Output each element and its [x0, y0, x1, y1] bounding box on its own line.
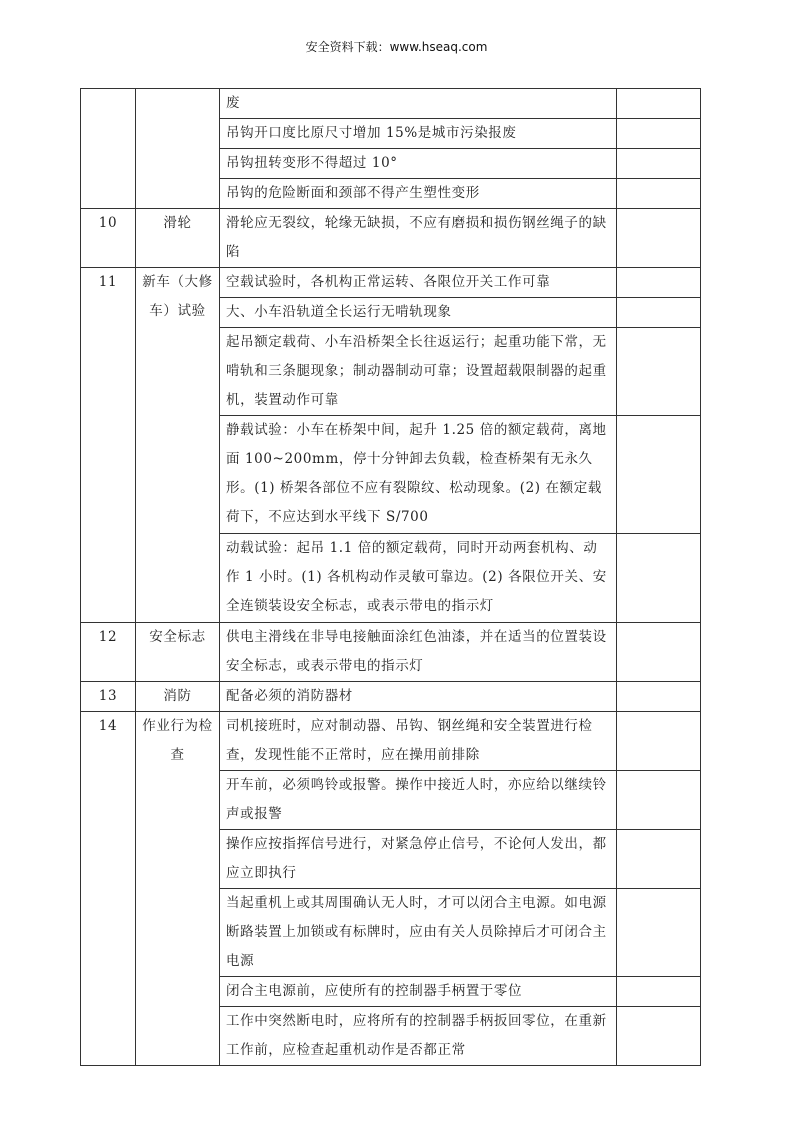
- result-cell: [617, 89, 701, 119]
- check-content: 当起重机上或其周围确认无人时，才可以闭合主电源。如电源断路装置上加锁或有标牌时，应由有关人员除掉后才可闭合主电源: [220, 889, 617, 977]
- check-content: 大、小车沿轨道全长运行无啃轨现象: [220, 298, 617, 328]
- result-cell: [617, 682, 701, 712]
- result-cell: [617, 534, 701, 623]
- result-cell: [617, 623, 701, 682]
- check-content: 静载试验：小车在桥架中间，起升 1.25 倍的额定载荷，离地面 100~200mm，停十分钟卸去负载，检查桥架有无永久形。(1) 桥架各部位不应有裂隙纹、松动现象。(2) 在额定载荷下，不应达到水平线下 S/700: [220, 416, 617, 534]
- item-name: 安全标志: [136, 623, 220, 682]
- table-row: [81, 682, 701, 712]
- item-name: 作业行为检查: [136, 712, 220, 1066]
- item-name: 滑轮: [136, 209, 220, 268]
- result-cell: [617, 771, 701, 830]
- inspection-table: [80, 88, 701, 1066]
- check-content: 配备必须的消防器材: [220, 682, 617, 712]
- table-row: [81, 623, 701, 682]
- check-content: 工作中突然断电时，应将所有的控制器手柄扳回零位，在重新工作前，应检查起重机动作是否都正常: [220, 1007, 617, 1066]
- check-content: 司机接班时，应对制动器、吊钩、钢丝绳和安全装置进行检查，发现性能不正常时，应在操用前排除: [220, 712, 617, 771]
- header-title: 安全资料下载: [305, 40, 378, 54]
- check-content: 吊钩扭转变形不得超过 10°: [220, 149, 617, 179]
- item-name-cell: [136, 89, 220, 209]
- item-number: 14: [81, 712, 136, 1066]
- item-number: 10: [81, 209, 136, 268]
- table-row: [81, 89, 701, 119]
- result-cell: [617, 328, 701, 416]
- check-content: 废: [220, 89, 617, 119]
- result-cell: [617, 977, 701, 1007]
- table-row: [81, 712, 701, 771]
- result-cell: [617, 179, 701, 209]
- table-row: [81, 209, 701, 268]
- result-cell: [617, 416, 701, 534]
- check-content: 闭合主电源前，应使所有的控制器手柄置于零位: [220, 977, 617, 1007]
- result-cell: [617, 830, 701, 889]
- item-number-cell: [81, 89, 136, 209]
- check-content: 起吊额定载荷、小车沿桥架全长往返运行；起重功能下常，无啃轨和三条腿现象；制动器制动可靠；设置超载限制器的起重机，装置动作可靠: [220, 328, 617, 416]
- check-content: 吊钩开口度比原尺寸增加 15%是城市污染报废: [220, 119, 617, 149]
- table-row: [81, 268, 701, 298]
- header-url: www.hseaq.com: [389, 40, 488, 54]
- result-cell: [617, 209, 701, 268]
- check-content: 开车前，必须鸣铃或报警。操作中接近人时，亦应给以继续铃声或报警: [220, 771, 617, 830]
- result-cell: [617, 149, 701, 179]
- check-content: 空载试验时，各机构正常运转、各限位开关工作可靠: [220, 268, 617, 298]
- check-content: 操作应按指挥信号进行，对紧急停止信号，不论何人发出，都应立即执行: [220, 830, 617, 889]
- result-cell: [617, 712, 701, 771]
- item-number: 11: [81, 268, 136, 623]
- result-cell: [617, 889, 701, 977]
- check-content: 吊钩的危险断面和颈部不得产生塑性变形: [220, 179, 617, 209]
- item-name: 新车（大修车）试验: [136, 268, 220, 623]
- result-cell: [617, 298, 701, 328]
- item-number: 12: [81, 623, 136, 682]
- check-content: 供电主滑线在非导电接触面涂红色油漆，并在适当的位置装设安全标志，或表示带电的指示灯: [220, 623, 617, 682]
- result-cell: [617, 119, 701, 149]
- header-separator: ：: [377, 40, 390, 54]
- check-content: 滑轮应无裂纹，轮缘无缺损，不应有磨损和损伤钢丝绳子的缺陷: [220, 209, 617, 268]
- page-header: [0, 38, 793, 55]
- item-name: 消防: [136, 682, 220, 712]
- check-content: 动载试验：起吊 1.1 倍的额定载荷，同时开动两套机构、动作 1 小时。(1) 各机构动作灵敏可靠边。(2) 各限位开关、安全连锁装设安全标志，或表示带电的指示灯: [220, 534, 617, 623]
- item-number: 13: [81, 682, 136, 712]
- result-cell: [617, 268, 701, 298]
- result-cell: [617, 1007, 701, 1066]
